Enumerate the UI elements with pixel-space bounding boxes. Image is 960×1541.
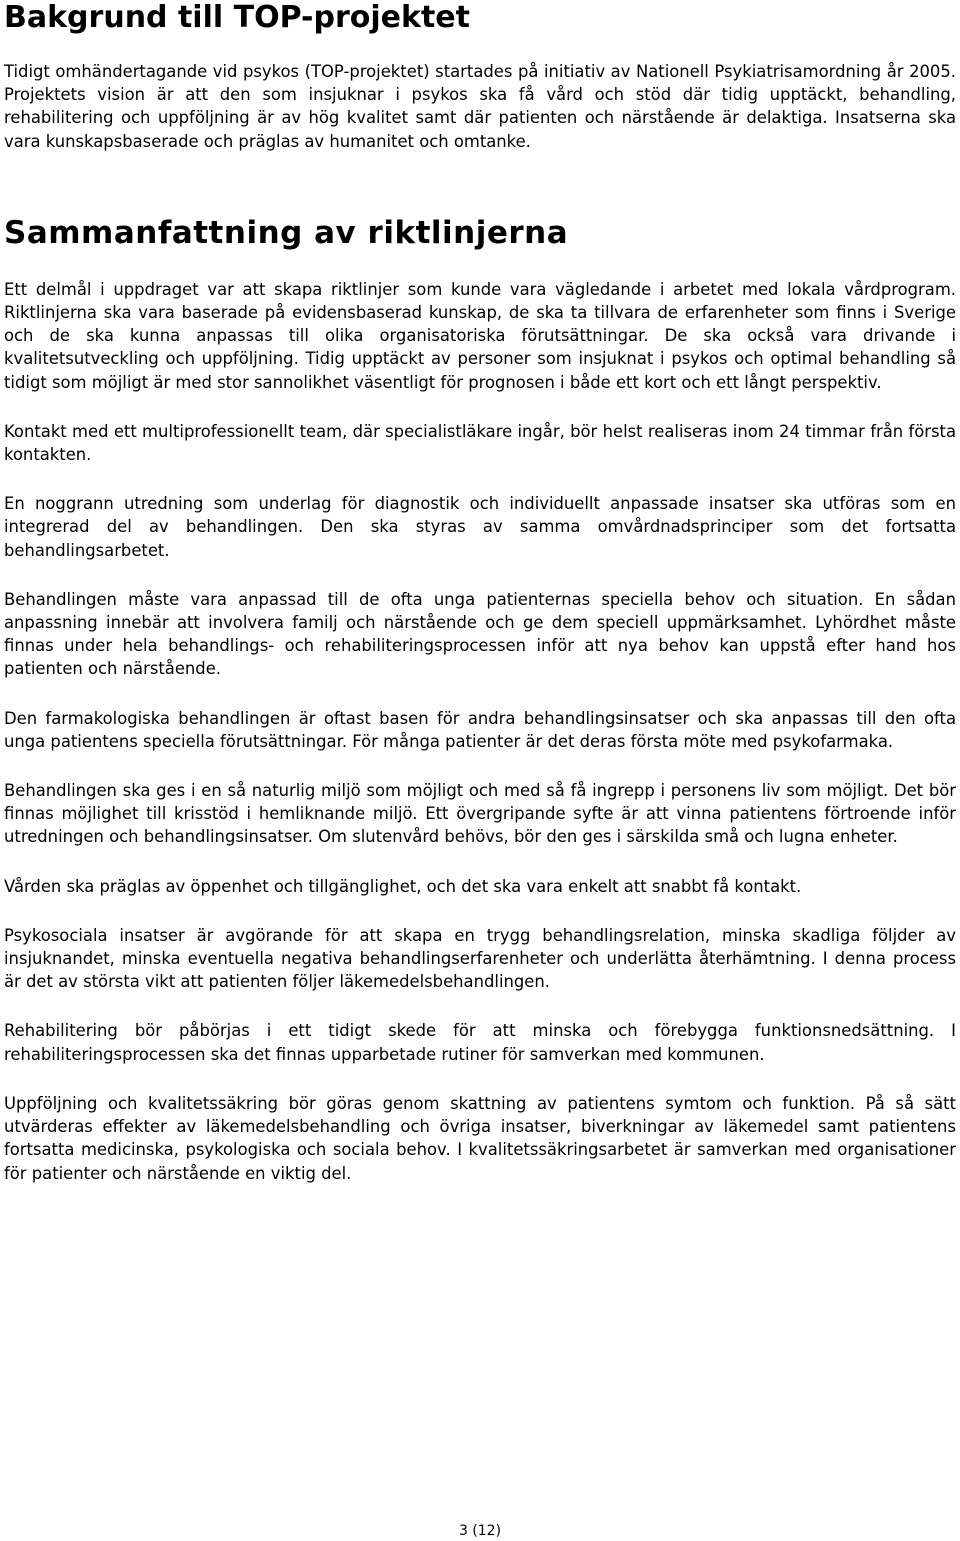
section-heading-background: Bakgrund till TOP-projektet <box>4 0 470 35</box>
paragraph-contact: Kontakt med ett multiprofessionellt team, där specialistläkare ingår, bör helst realiseras inom 24 timmar från första kontakten. <box>4 421 956 465</box>
document-page <box>4 0 956 1185</box>
paragraph-openness: Vården ska präglas av öppenhet och tillgänglighet, och det ska vara enkelt att snabbt få kontakt. <box>4 876 802 896</box>
paragraph-adapted-treatment: Behandlingen måste vara anpassad till de ofta unga patienternas speciella behov och situation. En sådan anpassning innebär att involvera familj och närstående och ge dem speciell uppmärksamhet. Lyhördhet måste finnas under hela behandlings- och rehabiliteringsprocessen inför att nya behov kan uppstå efter hand hos patienten och närstående. <box>4 589 956 679</box>
paragraph-background: Tidigt omhändertagande vid psykos (TOP-projektet) startades på initiativ av Nationell Psykiatrisamordning år 2005. Projektets vision är att den som insjuknar i psykos ska få vård och stöd där tidig upptäckt, behandling, rehabilitering och uppföljning är av hög kvalitet samt där patienten och närstående är delaktiga. Insatserna ska vara kunskapsbaserade och präglas av humanitet och omtanke. <box>4 62 956 151</box>
paragraph-pharmacological: Den farmakologiska behandlingen är oftast basen för andra behandlingsinsatser och ska anpassas till den ofta unga patientens speciella förutsättningar. För många patienter är det deras första möte med psykofarmaka. <box>4 708 956 751</box>
paragraph-assessment: En noggrann utredning som underlag för diagnostik och individuellt anpassade insatser ska utföras som en integrerad del av behandlingen. Den ska styras av samma omvårdnadsprinciper som det fortsatta behandlingsarbetet. <box>4 494 956 560</box>
paragraph-summary-intro: Ett delmål i uppdraget var att skapa riktlinjer som kunde vara vägledande i arbetet med lokala vårdprogram. Riktlinjerna ska vara baserade på evidensbaserad kunskap, de ska ta tillvara de erfarenheter som finns i Sverige och de ska kunna anpassas till olika organisatoriska förutsättningar. De ska också vara drivande i kvalitetsutveckling och uppföljning. Tidig upptäckt av personer som insjuknat i psykos och optimal behandling så tidigt som möjligt är med stor sannolikhet väsentligt för prognosen i både ett kort och ett långt perspektiv. <box>4 279 956 392</box>
paragraph-psychosocial: Psykosociala insatser är avgörande för att skapa en trygg behandlingsrelation, minska skadliga följder av insjuknandet, minska eventuella negativa behandlingserfarenheter och underlätta återhämtning. I denna process är det av största vikt att patienten följer läkemedelsbehandlingen. <box>4 925 956 992</box>
paragraph-follow-up: Uppföljning och kvalitetssäkring bör göras genom skattning av patientens symtom och funktion. På så sätt utvärderas effekter av läkemedelsbehandling och övriga insatser, biverkningar av läkemedel samt patientens fortsatta medicinska, psykologiska och sociala behov. I kvalitetssäkringsarbetet är samverkan med organisationer för patienter och närstående en viktig del. <box>4 1093 956 1183</box>
section-heading-summary: Sammanfattning av riktlinjerna <box>4 214 569 251</box>
page-number: 3 (12) <box>458 1523 502 1539</box>
paragraph-rehabilitation: Rehabilitering bör påbörjas i ett tidigt skede för att minska och förebygga funktionsnedsättning. I rehabiliteringsprocessen ska det finnas upparbetade rutiner för samverkan med kommunen. <box>4 1021 956 1064</box>
paragraph-natural-environment: Behandlingen ska ges i en så naturlig miljö som möjligt och med så få ingrepp i personens liv som möjligt. Det bör finnas möjlighet till krisstöd i hemliknande miljö. Ett övergripande syfte är att vinna patientens förtroende inför utredningen och behandlingsinsatser. Om slutenvård behövs, bör den ges i särskilda små och lugna enheter. <box>4 781 956 847</box>
